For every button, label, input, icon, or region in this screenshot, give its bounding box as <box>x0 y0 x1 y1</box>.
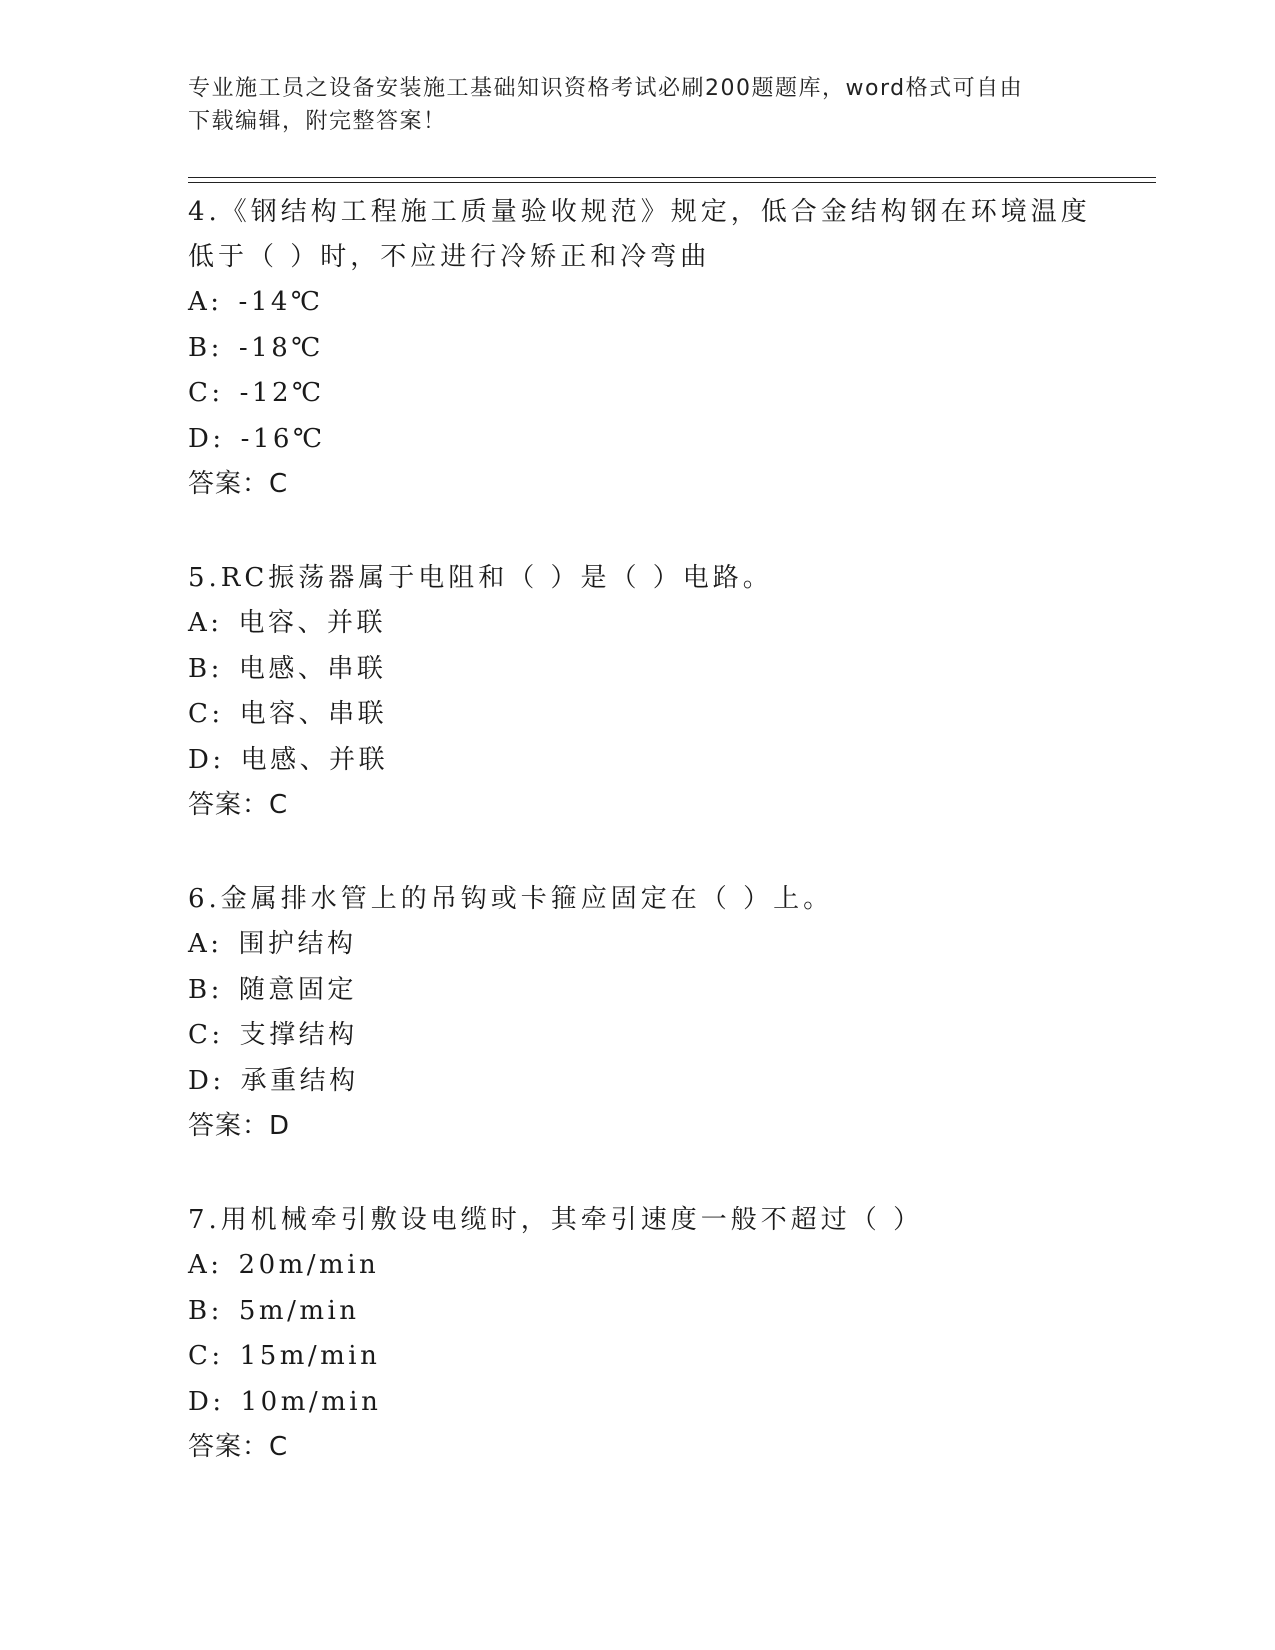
option-text: -14℃ <box>238 287 324 317</box>
option-label: C: <box>188 1020 224 1050</box>
question-5 <box>188 554 1148 827</box>
question-7 <box>188 1196 1148 1469</box>
header-line-1: 专业施工员之设备安装施工基础知识资格考试必刷200题题库，word格式可自由 <box>188 76 1024 101</box>
option-text: 电容、串联 <box>239 699 388 729</box>
document-header <box>188 72 1088 138</box>
question-text <box>188 554 1148 601</box>
option-text: -18℃ <box>238 332 324 363</box>
option-label: B: <box>188 1295 223 1326</box>
question-6 <box>188 875 1148 1148</box>
option-label: C: <box>188 699 224 729</box>
option-d <box>188 417 1148 463</box>
option-text: 电容、并联 <box>238 608 387 638</box>
option-text: -16℃ <box>240 423 326 454</box>
question-list <box>188 188 1148 1469</box>
option-label: D: <box>188 1065 225 1096</box>
option-label: D: <box>188 1386 225 1417</box>
header-line-2: 下载编辑，附完整答案！ <box>188 109 447 134</box>
option-d <box>188 1380 1148 1426</box>
option-c <box>188 692 1148 738</box>
option-text: 5m/min <box>238 1295 360 1326</box>
option-label: A: <box>188 608 223 638</box>
option-c <box>188 1334 1148 1380</box>
answer: 答案：C <box>188 1432 289 1462</box>
option-text: 15m/min <box>239 1341 381 1371</box>
option-text: 支撑结构 <box>239 1020 358 1050</box>
option-label: A: <box>188 929 223 959</box>
answer: 答案：C <box>188 469 289 499</box>
question-spacer <box>188 506 1148 554</box>
option-text: 围护结构 <box>238 929 357 959</box>
option-a <box>188 601 1148 647</box>
question-text <box>188 188 1148 280</box>
answer: 答案：C <box>188 790 289 820</box>
option-d <box>188 738 1148 784</box>
question-spacer <box>188 1148 1148 1196</box>
option-text: 电感、串联 <box>238 653 387 684</box>
answer: 答案：D <box>188 1111 291 1141</box>
option-label: B: <box>188 653 223 684</box>
option-c <box>188 1013 1148 1059</box>
header-divider-bottom <box>188 182 1156 183</box>
option-b <box>188 1289 1148 1335</box>
option-text: 电感、并联 <box>240 744 389 775</box>
option-label: C: <box>188 378 224 408</box>
option-label: D: <box>188 423 225 454</box>
question-text <box>188 1196 1148 1243</box>
question-text <box>188 875 1148 922</box>
option-text: 10m/min <box>240 1386 382 1417</box>
question-text-line-2: 低于（ ）时，不应进行冷矫正和冷弯曲 <box>188 242 711 272</box>
question-text-line-1: 5.RC振荡器属于电阻和（ ）是（ ）电路。 <box>188 563 773 593</box>
option-a <box>188 1243 1148 1289</box>
option-label: B: <box>188 332 223 363</box>
option-label: A: <box>188 287 223 317</box>
header-divider-top <box>188 177 1156 178</box>
option-c <box>188 371 1148 417</box>
option-text: -12℃ <box>239 378 325 408</box>
option-text: 随意固定 <box>238 974 357 1005</box>
option-b <box>188 647 1148 693</box>
option-a <box>188 280 1148 326</box>
question-4 <box>188 188 1148 506</box>
option-label: A: <box>188 1250 223 1280</box>
option-b <box>188 326 1148 372</box>
option-label: D: <box>188 744 225 775</box>
option-text: 承重结构 <box>240 1065 359 1096</box>
question-spacer <box>188 827 1148 875</box>
question-text-line-1: 7.用机械牵引敷设电缆时，其牵引速度一般不超过（ ） <box>188 1205 924 1235</box>
option-label: C: <box>188 1341 224 1371</box>
option-b <box>188 968 1148 1014</box>
option-text: 20m/min <box>238 1250 380 1280</box>
question-text-line-1: 4.《钢结构工程施工质量验收规范》规定，低合金结构钢在环境温度 <box>188 197 1091 227</box>
question-text-line-1: 6.金属排水管上的吊钩或卡箍应固定在（ ）上。 <box>188 884 834 914</box>
option-label: B: <box>188 974 223 1005</box>
option-d <box>188 1059 1148 1105</box>
option-a <box>188 922 1148 968</box>
